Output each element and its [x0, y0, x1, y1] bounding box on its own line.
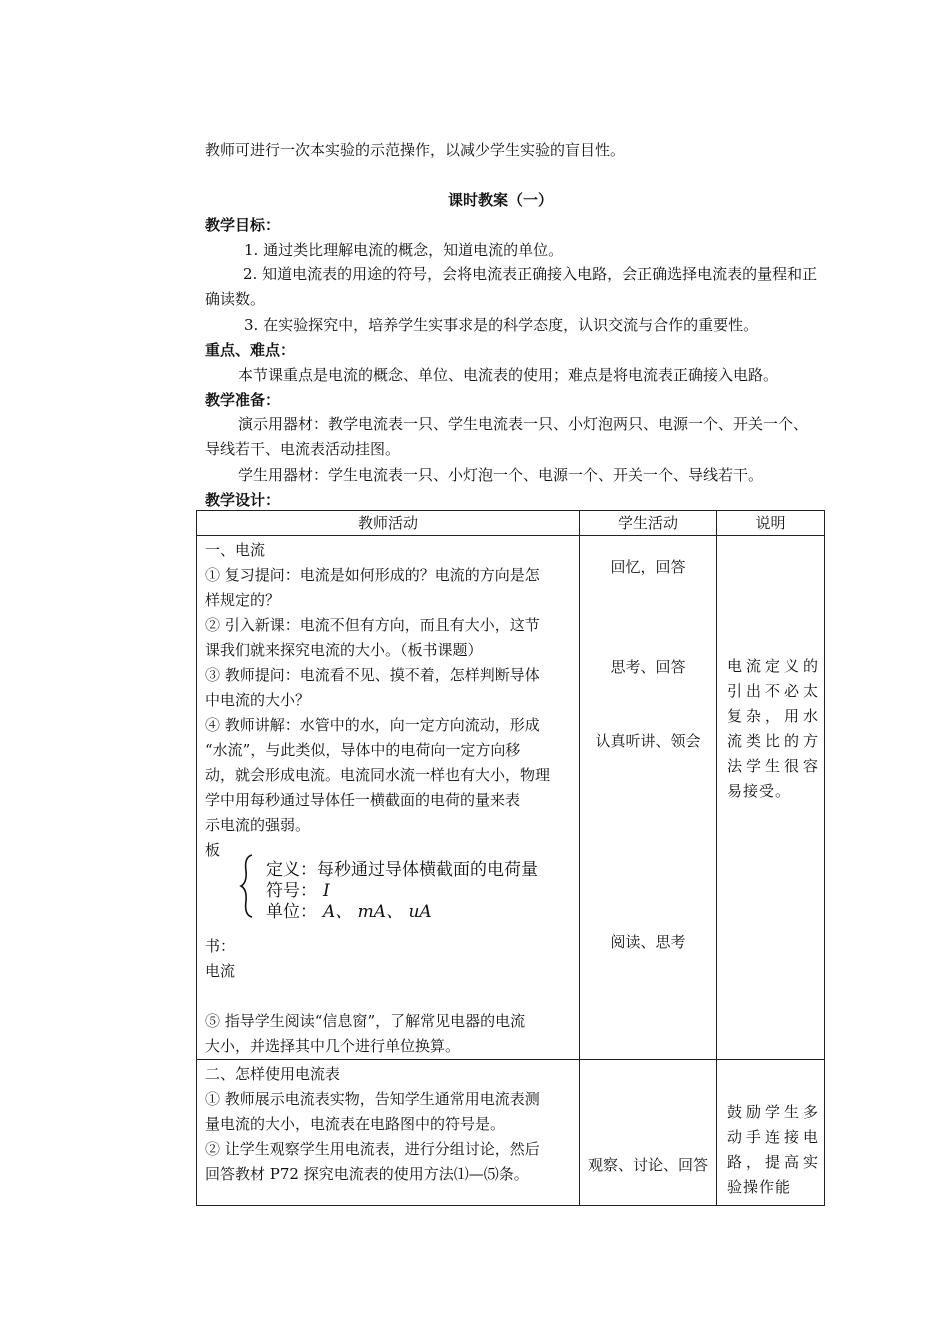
table-row — [197, 1060, 825, 1206]
objective-1: 1. 通过类比理解电流的概念，知道电流的单位。 — [244, 241, 564, 259]
teacher-line: ② 引入新课：电流不但有方向，而且有大小，这节 — [205, 616, 540, 634]
teacher-line: ⑤ 指导学生阅读“信息窗”，了解常见电器的电流 — [205, 1012, 526, 1030]
teacher-line: 板 — [205, 841, 221, 859]
teacher-line: ③ 教师提问：电流看不见、摸不着，怎样判断导体 — [205, 666, 540, 684]
teacher-line: ④ 教师讲解：水管中的水，向一定方向流动，形成 — [205, 716, 540, 734]
teacher-line: 样规定的？ — [205, 591, 281, 609]
key-points-text: 本节课重点是电流的概念、单位、电流表的使用；难点是将电流表正确接入电路。 — [238, 366, 779, 384]
key-points-heading: 重点、难点： — [205, 341, 296, 359]
teacher-line: ① 复习提问：电流是如何形成的？电流的方向是怎 — [205, 566, 540, 584]
board-unit-line — [266, 897, 432, 922]
note-text: 电流定义的引出不必太复杂，用水流类比的方法学生很容易接受。 — [727, 657, 819, 800]
teacher-line: 学中用每秒通过导体任一横截面的电荷的量来表 — [205, 791, 521, 809]
table-header-row — [197, 511, 825, 536]
board-symbol-value: I — [323, 881, 330, 901]
student-activity: 思考、回答 — [610, 658, 686, 676]
board-symbol-label: 符号： — [266, 881, 317, 901]
teacher-line: 二、怎样使用电流表 — [205, 1065, 341, 1083]
teacher-line: 动，就会形成电流。电流同水流一样也有大小，物理 — [205, 766, 551, 784]
intro-line: 教师可进行一次本实验的示范操作，以减少学生实验的盲目性。 — [205, 141, 626, 159]
note-text: 鼓励学生多动手连接电路，提高实验操作能 — [727, 1103, 819, 1196]
board-definition: 定义：每秒通过导体横截面的电荷量 — [266, 860, 538, 880]
page-title: 课时教案（一） — [448, 191, 554, 209]
teacher-line: 一、电流 — [205, 541, 266, 559]
objective-3: 3. 在实验探究中，培养学生实事求是的科学态度，认识交流与合作的重要性。 — [244, 316, 759, 334]
teacher-line: 电流 — [205, 962, 236, 980]
left-brace-icon — [238, 853, 258, 919]
board-unit-label: 单位： — [266, 902, 317, 922]
note-cell — [717, 1060, 825, 1206]
student-activity-cell — [580, 1060, 717, 1206]
preparation-heading: 教学准备： — [205, 391, 281, 409]
preparation-student: 学生用器材：学生电流表一只、小灯泡一个、电源一个、开关一个、导线若干。 — [238, 466, 764, 484]
teacher-line: 示电流的强弱。 — [205, 816, 311, 834]
note-cell — [717, 536, 825, 1060]
student-activity-cell — [580, 536, 717, 1060]
table-row — [197, 536, 825, 1060]
objectives-heading: 教学目标： — [205, 216, 281, 234]
design-heading: 教学设计： — [205, 491, 281, 509]
student-activity: 阅读、思考 — [610, 933, 686, 951]
student-activity: 回忆，回答 — [610, 558, 686, 576]
teacher-line: ① 教师展示电流表实物，告知学生通常用电流表测 — [205, 1090, 540, 1108]
teacher-line: 课我们就来探究电流的大小。（板书课题） — [205, 641, 483, 659]
teacher-line: “水流”，与此类似，导体中的电荷向一定方向移 — [205, 741, 521, 759]
student-activity: 认真听讲、领会 — [595, 732, 701, 750]
column-header-note: 说明 — [717, 511, 825, 536]
objective-2: 2. 知道电流表的用途的符号，会将电流表正确接入电路，会正确选择电流表的量程和正确读数。 — [205, 265, 818, 308]
column-header-teacher: 教师活动 — [197, 511, 580, 536]
teacher-line: 中电流的大小？ — [205, 691, 311, 709]
preparation-demo: 演示用器材：教学电流表一只、学生电流表一只、小灯泡两只、电源一个、开关一个、导线若干、电流表活动挂图。 — [205, 415, 809, 458]
teacher-line: 书： — [205, 937, 236, 955]
teacher-activity-cell — [197, 536, 580, 1060]
board-unit-value: A、 mA、 uA — [323, 902, 432, 922]
teacher-line: 回答教材 P72 探究电流表的使用方法⑴—⑸条。 — [205, 1165, 529, 1183]
teacher-line: ② 让学生观察学生用电流表，进行分组讨论，然后 — [205, 1140, 540, 1158]
teacher-line: 大小，并选择其中几个进行单位换算。 — [205, 1037, 461, 1055]
teacher-activity-cell — [197, 1060, 580, 1206]
teacher-line: 量电流的大小，电流表在电路图中的符号是。 — [205, 1115, 506, 1133]
column-header-student: 学生活动 — [580, 511, 717, 536]
board-notes — [238, 853, 558, 923]
student-activity: 观察、讨论、回答 — [587, 1156, 708, 1174]
